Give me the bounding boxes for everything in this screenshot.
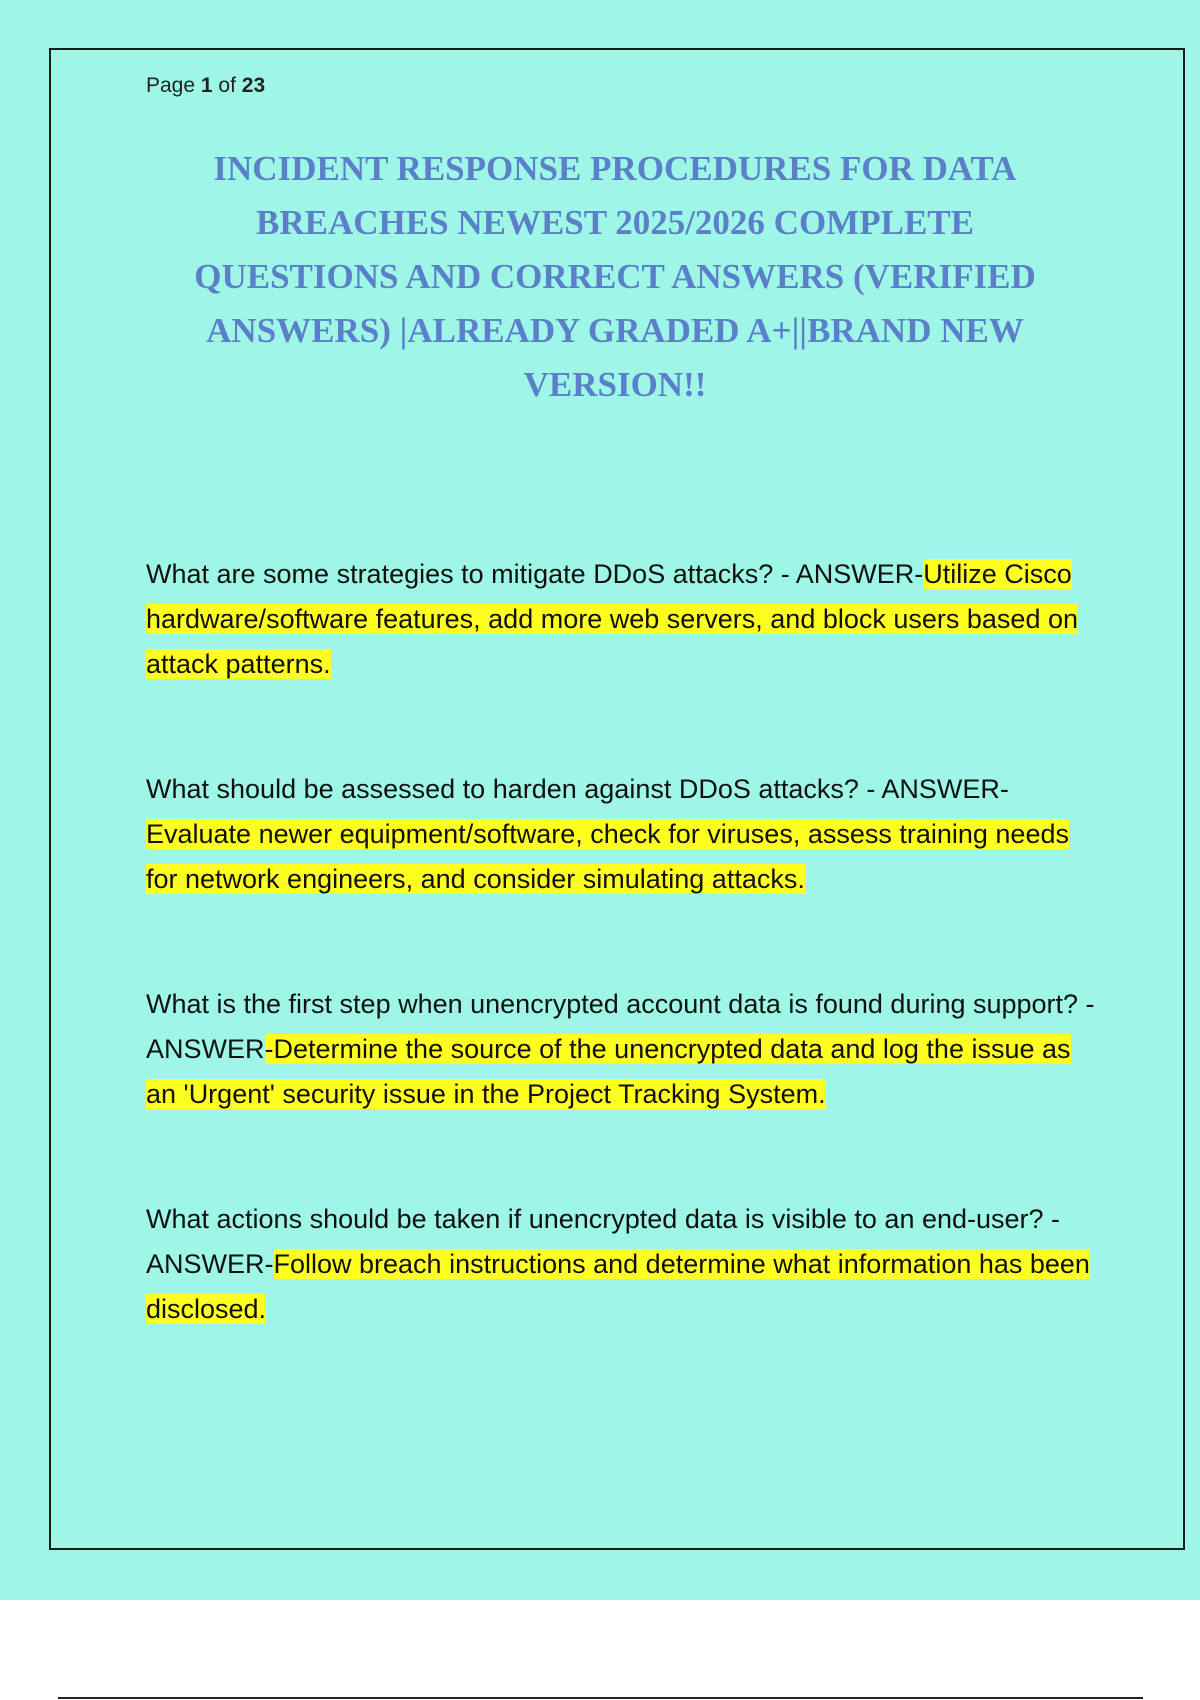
question-text: What actions should be taken if unencrypted data is visible to an end-user? - ANSWER- bbox=[146, 1204, 1061, 1279]
question-text: What are some strategies to mitigate DDoS attacks? - ANSWER- bbox=[146, 559, 924, 589]
footer-rule bbox=[58, 1697, 1143, 1699]
page-total: 23 bbox=[241, 74, 266, 97]
answer-text: Utilize Cisco hardware/software features, add more web servers, and block users based on attack patterns. bbox=[146, 559, 1078, 679]
document-title: INCIDENT RESPONSE PROCEDURES FOR DATA BREACHES NEWEST 2025/2026 COMPLETE QUESTIONS AND CORRECT ANSWERS (VERIFIED ANSWERS) |ALREADY GRADED A+||BRAND NEW VERSION!! bbox=[194, 149, 1036, 404]
page-of-label: of bbox=[218, 74, 236, 97]
page-counter bbox=[146, 74, 265, 98]
question-text: What is the first step when unencrypted account data is found during support? - ANSWER bbox=[146, 989, 1095, 1064]
answer-text: -Determine the source of the unencrypted data and log the issue as an 'Urgent' security issue in the Project Tracking System. bbox=[146, 1034, 1071, 1109]
answer-text: Evaluate newer equipment/software, check for viruses, assess training needs for network engineers, and consider simulating attacks. bbox=[146, 819, 1069, 894]
answer-text: Follow breach instructions and determine what information has been disclosed. bbox=[146, 1249, 1090, 1324]
qa-item bbox=[146, 1197, 1096, 1332]
qa-item bbox=[146, 982, 1096, 1117]
question-text: What should be assessed to harden against DDoS attacks? - ANSWER- bbox=[146, 774, 1009, 804]
qa-item bbox=[146, 767, 1096, 902]
page-current: 1 bbox=[200, 74, 213, 97]
page-label: Page bbox=[146, 74, 196, 97]
qa-item bbox=[146, 552, 1096, 687]
